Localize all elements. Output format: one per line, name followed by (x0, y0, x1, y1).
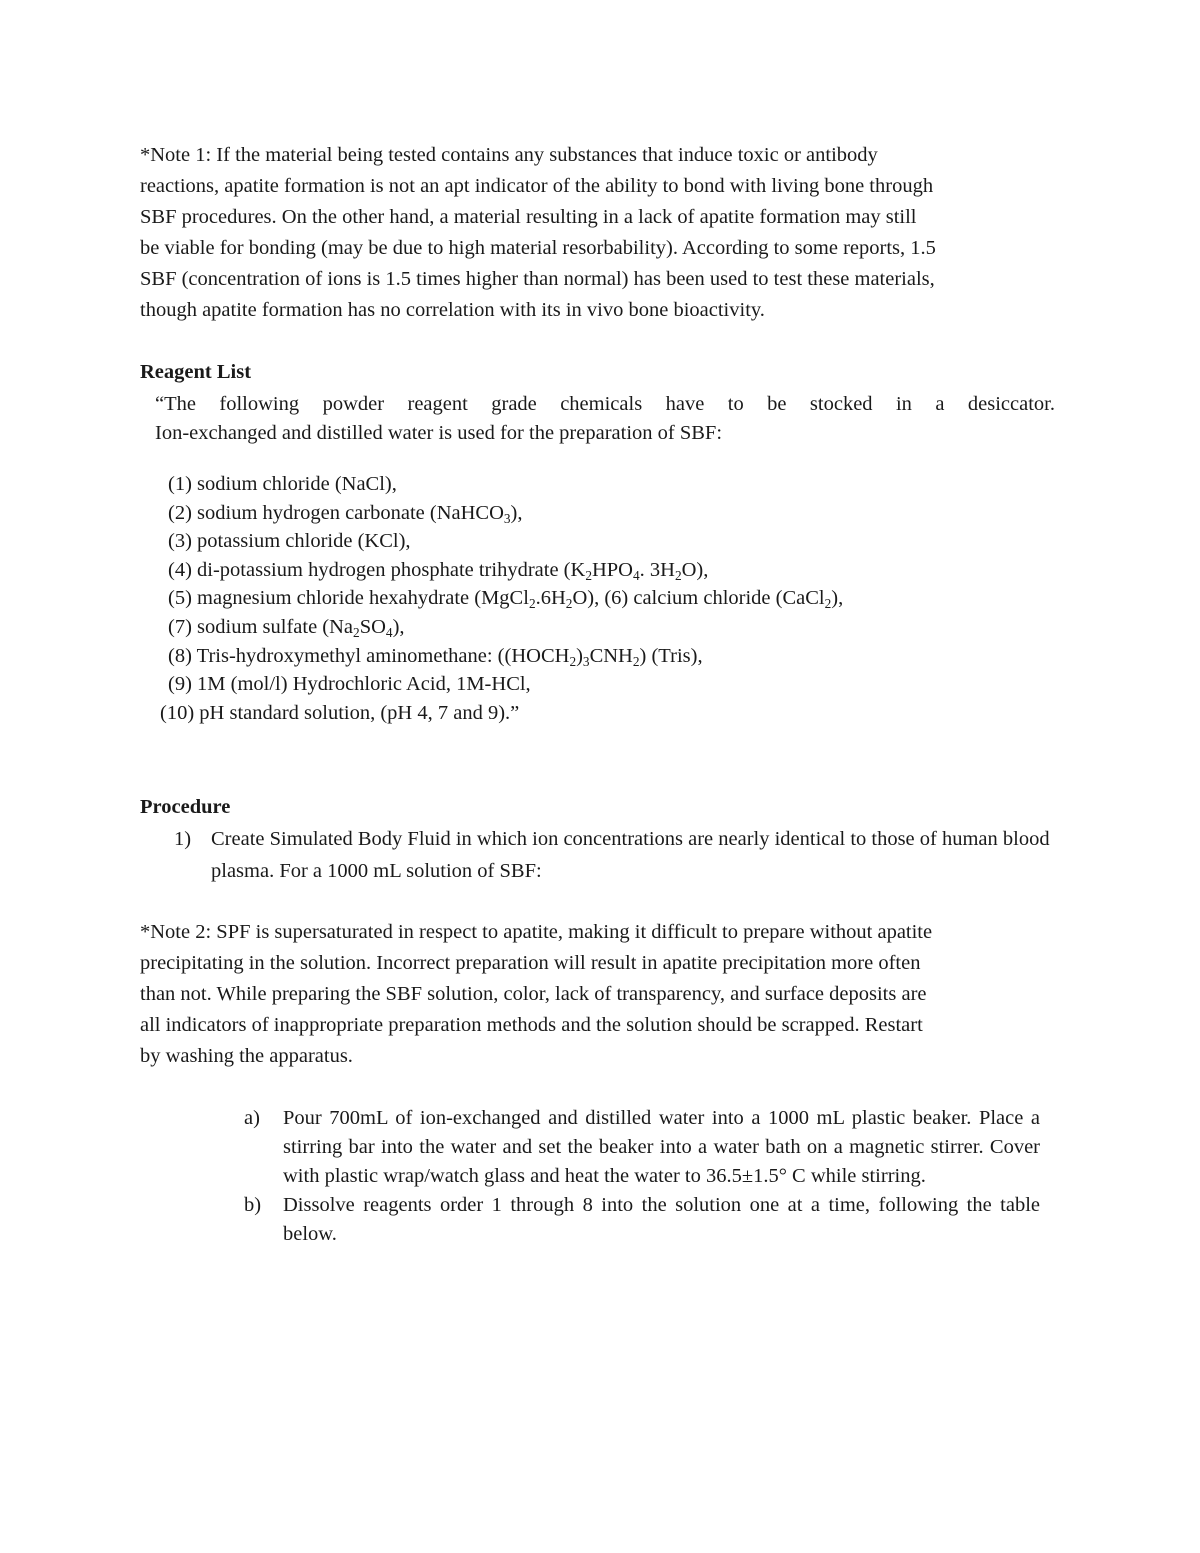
reagent-item: (1) sodium chloride (NaCl), (168, 473, 397, 495)
note-1-paragraph (140, 140, 1060, 326)
note-1-line: *Note 1: If the material being tested contains any substances that induce toxic or antibody (140, 144, 878, 166)
note-2-line: *Note 2: SPF is supersaturated in respect to apatite, making it difficult to prepare without apatite (140, 921, 933, 943)
note-1-line: reactions, apatite formation is not an apt indicator of the ability to bond with living bone through (140, 175, 934, 197)
reagent-item: (9) 1M (mol/l) Hydrochloric Acid, 1M-HCl, (168, 673, 531, 696)
note-2-line: all indicators of inappropriate preparation methods and the solution should be scrapped. Restart (140, 1014, 923, 1036)
procedure-step-1 (174, 823, 1074, 887)
reagent-item: (4) di-potassium hydrogen phosphate trihydrate ($K_2HPO_4$. $3H_2O$), (168, 558, 709, 583)
note-1-line: SBF procedures. On the other hand, a material resulting in a lack of apatite formation may still (140, 206, 917, 228)
procedure-step-number: 1) (174, 828, 192, 850)
reagent-item: (2) sodium hydrogen carbonate (NaHCO$_3$), (168, 501, 523, 526)
reagent-item: (7) sodium sulfate $(Na_2SO_4)$, (168, 615, 405, 640)
note-2-line: than not. While preparing the SBF solution, color, lack of transparency, and surface deposits are (140, 983, 927, 1005)
reagent-item: (5) magnesium chloride hexahydrate $(MgCl_2.6H_2O)$, (6) calcium chloride (CaCl$_2$), (168, 587, 844, 612)
reagent-intro-line-2: Ion-exchanged and distilled water is used for the preparation of SBF: (155, 422, 723, 444)
sub-step-text: Dissolve reagents order 1 through 8 into the solution one at a time, following the table below. (283, 1194, 1040, 1245)
note-2-paragraph (140, 917, 1060, 1072)
sub-steps-list (240, 1104, 1040, 1249)
sub-step-label: b) (244, 1194, 262, 1216)
note-1-line: be viable for bonding (may be due to high material resorbability). According to some reports, 1.5 (140, 237, 936, 259)
reagent-intro-line-1: “The following powder reagent grade chemicals have to be stocked in a desiccator. (155, 393, 1055, 415)
reagent-item: (10) pH standard solution, (pH 4, 7 and 9).” (160, 701, 520, 724)
sub-step-label: a) (244, 1107, 260, 1129)
sub-step-item (240, 1104, 1040, 1191)
reagent-item: (8) Tris-hydroxymethyl aminomethane: $((HOCH_2)_3CNH_2)$ (Tris), (168, 644, 703, 669)
note-2-line: by washing the apparatus. (140, 1045, 353, 1067)
procedure-heading: Procedure (140, 796, 231, 818)
note-1-line: SBF (concentration of ions is 1.5 times higher than normal) has been used to test these materials, (140, 268, 935, 290)
sub-step-text: Pour 700mL of ion-exchanged and distilled water into a 1000 mL plastic beaker. Place a stirring bar into the water and set the beaker into a water bath on a magnetic stirrer. Cover with plastic wrap/watch glass and heat the water to 36.5±1.5° C while stirring. (283, 1107, 1040, 1187)
reagent-list-heading: Reagent List (140, 361, 252, 383)
note-2-line: precipitating in the solution. Incorrect preparation will result in apatite precipitation more often (140, 952, 921, 974)
procedure-step-text: Create Simulated Body Fluid in which ion concentrations are nearly identical to those of human blood plasma. For a 1000 mL solution of SBF: (211, 828, 1050, 882)
reagent-intro (155, 390, 1055, 448)
sub-step-item (240, 1191, 1040, 1249)
reagent-item: (3) potassium chloride (KCl), (168, 530, 411, 553)
reagent-list (160, 470, 1060, 727)
note-1-line: though apatite formation has no correlation with its in vivo bone bioactivity. (140, 299, 765, 321)
